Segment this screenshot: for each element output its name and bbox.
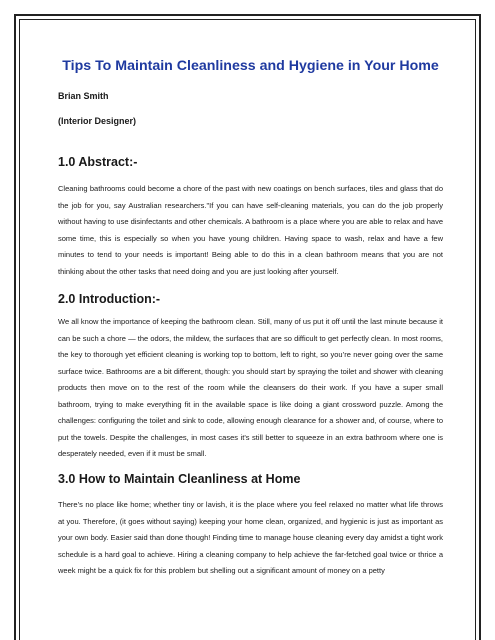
section-body-abstract: Cleaning bathrooms could become a chore of the past with new coatings on bench surfaces, tiles and glass that do the job for you, say Australian researchers."If you can have self-cleaning materials, you can do the job properly without having to use disinfectants and other chemicals. A bathroom is a place where you are able to relax and have some time, this is especially so when you have young children. Having space to wash, relax and have a few minutes to tend to your needs is important! Being able to do this in a clean bathroom means that you are not thinking about the other tasks that need doing and you are just looking after yourself. [58,184,443,276]
section-heading-how-to: 3.0 How to Maintain Cleanliness at Home [58,472,301,486]
section-heading-introduction: 2.0 Introduction:- [58,292,161,306]
author-role: (Interior Designer) [58,116,137,126]
section-heading-abstract: 1.0 Abstract:- [58,155,138,169]
section-body-introduction: We all know the importance of keeping the bathroom clean. Still, many of us put it off until the last minute because it can be such a chore — the odors, the mildew, the surfaces that are so difficult to get perfectly clean. In most rooms, the key to thorough yet efficient cleaning is working top to bottom, left to right, so you’re never going over the same surface twice. Bathrooms are a bit different, though: you should start by spraying the toilet and shower with cleaning products then move on to the rest of the room while the cleansers do their work. If you have a super small bathroom, trying to make everything fit in the available space is like doing a giant crossword puzzle. Among the challenges: configuring the toilet and sink to code, allowing enough clearance for a shower and, of course, where to put the towels. Despite the challenges, in most cases it's still better to squeeze in an extra bathroom where one is desperately needed, even if it must be small. [58,317,443,459]
section-body-how-to: There’s no place like home; whether tiny or lavish, it is the place where you feel relaxed no matter what life throws at you. Therefore, (it goes without saying) keeping your home clean, organized, and hygienic is just as important as your own body. Easier said than done though! Finding time to manage house cleaning every day amidst a tight work schedule is a hard goal to achieve. Hiring a cleaning company to help achieve the far-fetched goal twice or thrice a week might be a quick fix for this problem but shelling out a significant amount of money on a petty [58,500,443,576]
document-title: Tips To Maintain Cleanliness and Hygiene in Your Home [62,58,439,74]
author-name: Brian Smith [58,91,109,101]
